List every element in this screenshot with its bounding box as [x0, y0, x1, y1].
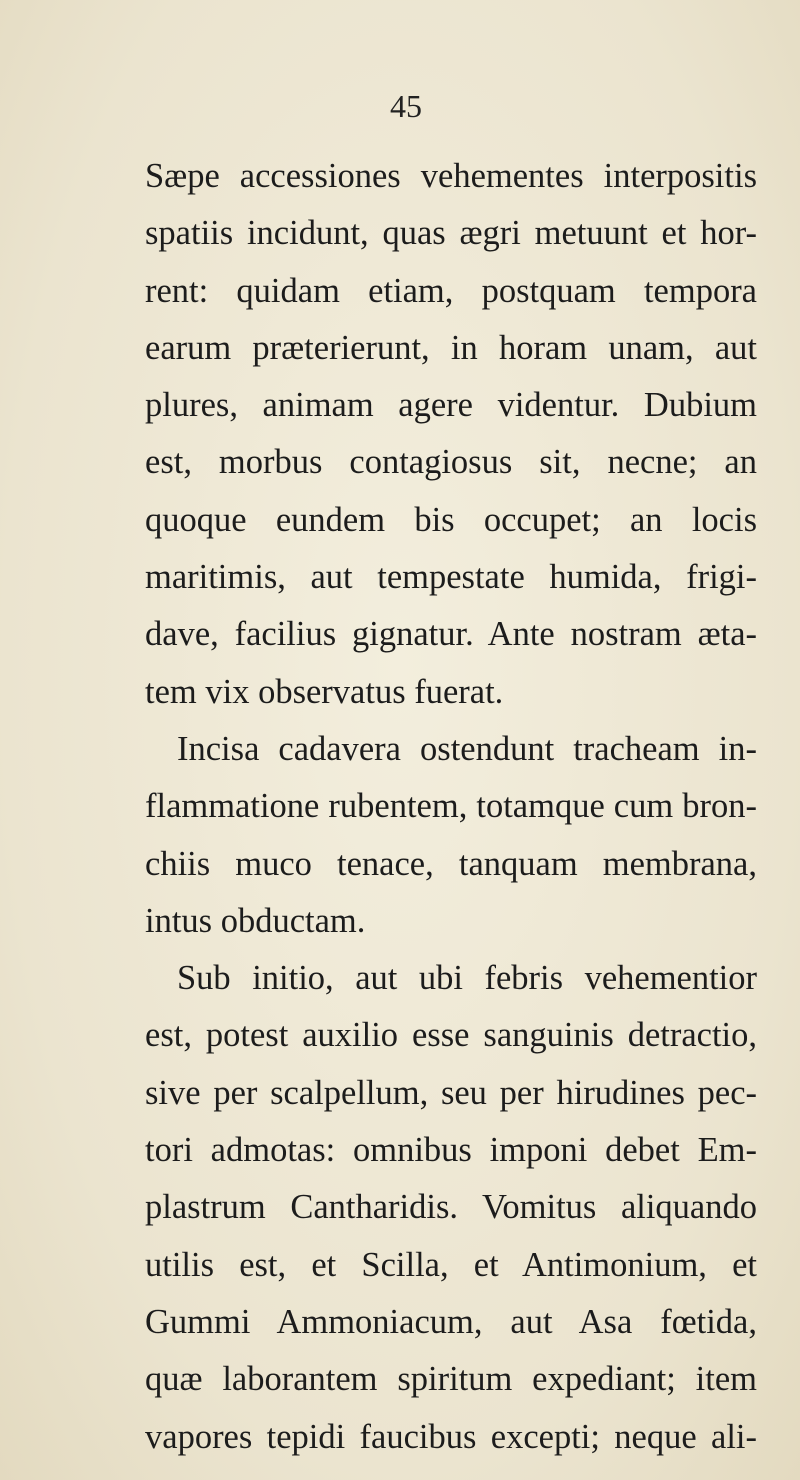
page-number: 45 [390, 88, 422, 124]
text-line: est, potest auxilio esse sanguinis detractio, [145, 1016, 757, 1055]
text-line: vapores tepidi faucibus excepti; neque ali- [145, 1417, 757, 1456]
text-line: plastrum Cantharidis. Vomitus aliquando [145, 1188, 757, 1227]
text-line: Gummi Ammoniacum, aut Asa fœtida, [145, 1302, 757, 1341]
body-text [145, 148, 757, 1466]
paragraph-2 [145, 721, 757, 950]
text-line: quoque eundem bis occupet; an locis [145, 500, 757, 539]
text-line: Sæpe accessiones vehementes interpositis [145, 157, 757, 195]
text-line: plures, animam agere videntur. Dubium [145, 386, 757, 425]
paragraph-1 [145, 148, 757, 721]
text-line: Sub initio, aut ubi febris vehementior [177, 959, 757, 998]
text-line: est, morbus contagiosus sit, necne; an [145, 443, 757, 482]
text-line: dave, facilius gignatur. Ante nostram æta- [145, 615, 757, 654]
text-line: utilis est, et Scilla, et Antimonium, et [145, 1245, 757, 1284]
text-line: maritimis, aut tempestate humida, frigi- [145, 558, 757, 597]
text-line: rent: quidam etiam, postquam tempora [145, 271, 757, 310]
paragraph-3 [145, 950, 757, 1466]
text-line: Incisa cadavera ostendunt tracheam in- [177, 729, 757, 768]
text-line: chiis muco tenace, tanquam membrana, [145, 844, 757, 883]
text-line: earum præterierunt, in horam unam, aut [145, 328, 757, 367]
text-line: intus obductam. [145, 901, 366, 940]
text-line: quæ laborantem spiritum expediant; item [145, 1360, 757, 1399]
text-line: spatiis incidunt, quas ægri metuunt et hor- [145, 214, 757, 253]
text-line: tem vix observatus fuerat. [145, 672, 504, 711]
text-line: flammatione rubentem, totamque cum bron- [145, 787, 757, 826]
text-line: tori admotas: omnibus imponi debet Em- [145, 1131, 757, 1170]
text-line: sive per scalpellum, seu per hirudines pec- [145, 1073, 757, 1112]
